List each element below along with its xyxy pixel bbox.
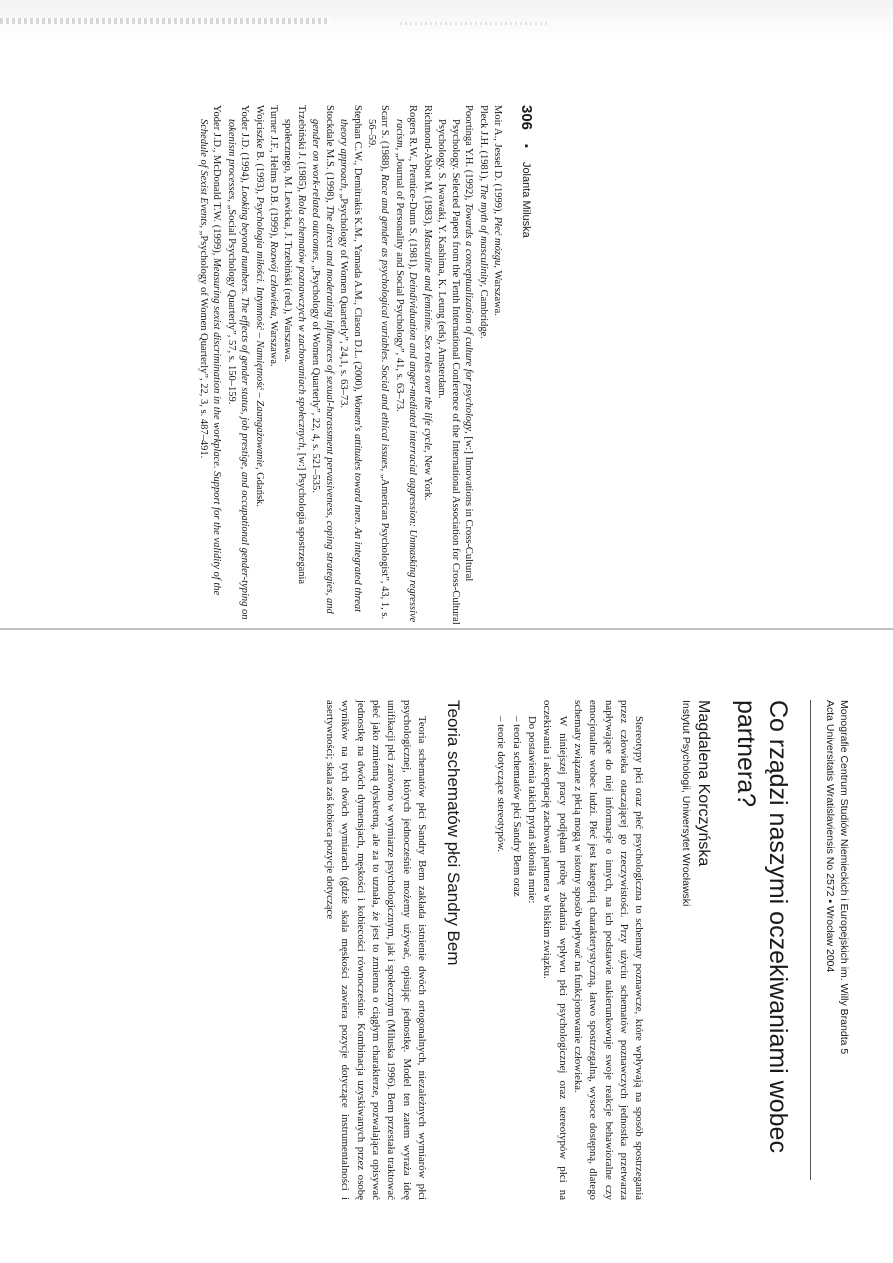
reference-authors: Turner J.F., Helms D.B. (1999),	[268, 105, 279, 242]
reference-authors: Moir A., Jessel D. (1999),	[492, 105, 503, 217]
reference-title: Rozwój człowieka	[268, 241, 279, 317]
reference-item	[365, 105, 392, 625]
reference-title: Looking beyond numbers. The effects of gender status, job prestige, and occupational gender-typing on tokenism processes	[225, 119, 251, 620]
reference-title: The direct and moderating influences of sexual-harassment pervasiveness, coping strategies, and gender on work-related outcomes	[310, 119, 335, 614]
reference-source: , New York.	[421, 449, 433, 501]
reference-title: Rola schematów poznawczych w zachowaniach społecznych	[295, 194, 307, 448]
list-item: – teoria schematów płci Sandry Bem oraz	[510, 716, 523, 897]
reference-source: , „Psychology of Women Quarterly”, 22, 4, s. 521–535.	[310, 260, 322, 493]
header-author: Jolanta Miluska	[520, 161, 533, 238]
reference-title: Psychologia miłości. Intymność – Namiętność – Zaangażowanie	[253, 196, 265, 467]
reference-title: Płeć mózgu	[492, 216, 503, 266]
reference-authors: Pleck J.H. (1981),	[477, 105, 489, 184]
reference-source: , „Psychology of Women Quarterly”, 24,1, s. 63–73.	[338, 188, 350, 409]
reference-source: , „Social Psychology Quarterly”, 57, s. 150–159.	[225, 199, 237, 405]
reference-item	[476, 105, 489, 625]
reference-authors: Yoder J.D. (1994),	[239, 105, 251, 186]
reference-authors: Trzebiński J. (1985),	[295, 105, 307, 195]
page-number: 306	[518, 105, 535, 131]
reference-item	[252, 105, 265, 625]
reference-title: The myth of masculinity	[477, 183, 489, 285]
paragraph: W niniejszej pracy podjęłam próbę zbadania wpływu płci psychologicznej oraz stereotypów płci na oczekiwania i akceptację zachowań partnera w bliskim związku.	[541, 700, 569, 1200]
running-header	[518, 105, 535, 625]
list-item: – teorie dotyczące stereotypów.	[495, 716, 508, 852]
scan-noise	[400, 22, 550, 25]
references-list	[196, 105, 504, 625]
reference-item	[435, 105, 475, 625]
reference-source: , „American Psychologist”, 43, 1, s. 56–59.	[366, 119, 391, 620]
reference-source: , Cambridge.	[477, 284, 489, 339]
series-line: Monografie Centrum Studiów Niemieckich i Europejskich im. Willy Brandta 5	[838, 700, 850, 1055]
reference-authors: Wojciszke B. (1993),	[253, 105, 265, 197]
reference-source: , [w:] Psychologia spostrzegania społecznego, M. Lewicka, J. Trzebiński (red.), Warszawa.	[282, 119, 307, 585]
paragraph: Do postawienia takich pytań skłoniła mnie:	[525, 716, 538, 904]
reference-source: , „Journal of Personality and Social Psychology”, 41, s. 63–73.	[393, 147, 405, 412]
reference-authors: Stephan C.W., Demitrakis K.M., Yamada A.M., Clason D.L. (2000),	[351, 105, 363, 395]
reference-item	[196, 105, 223, 625]
paragraph: Stereotypy płci oraz płeć psychologiczna to schematy poznawcze, które wpływają na sposób spostrzegania przez człowieka otaczającej go rzeczywistości. Przy użyciu schematów poznawczych jednostka przetwarza napływające do niej informacje o innych, na ich podstawie nakierunkowuje swoje reakcje behawioralne czy emocjonalne wobec ludzi. Płeć jest kategorią charakterystyczną, łatwo spostrzegalną, wysoce dostępną, dlatego schematy związane z płcią mogą w istotny sposób wpływać na funkcjonowanie człowieka.	[571, 700, 646, 1200]
reference-authors: Stockdale M.S. (1998),	[323, 105, 335, 206]
reference-authors: Poortinga Y.H. (1992),	[463, 105, 475, 203]
series-line: Acta Universitatis Wratislaviensis No 2572 ▪ Wrocław 2004	[824, 700, 837, 973]
article-author: Magdalena Korczyńska	[695, 700, 713, 867]
reference-item	[491, 105, 504, 625]
scan-noise	[0, 18, 330, 24]
reference-source: , „Psychology of Women Quarterly”, 22, 3, s. 487–491.	[197, 225, 209, 459]
reference-title: Measuring sexist discrimination in the workplace. Support for the validity of the Schedule of Sexist Events	[197, 119, 223, 596]
reference-authors: Yoder J.D., McDonald T.W. (1999),	[211, 105, 223, 259]
page-divider	[0, 628, 893, 630]
reference-authors: Richmond-Abbot M. (1983),	[421, 105, 433, 229]
header-bullet: ▪	[520, 144, 533, 148]
reference-title: Masculine and feminine. Sex roles over the life cycle	[421, 228, 433, 450]
reference-title: Women's attitudes toward men. An integrated threat theory approach	[338, 119, 363, 613]
reference-source: , Warszawa.	[492, 265, 503, 316]
reference-item	[337, 105, 364, 625]
reference-source: , Warszawa.	[268, 316, 279, 367]
reference-item	[281, 105, 308, 625]
bullet-list	[493, 700, 524, 1200]
reference-title: Towards a conceptualization of culture for psychology	[463, 203, 475, 432]
reference-source: , Gdańsk.	[253, 466, 265, 507]
left-page	[115, 105, 535, 625]
reference-item	[393, 105, 420, 625]
paragraph: Teoria schematów płci Sandry Bem zakłada istnienie dwóch ortogonalnych, niezależnych wymiarów płci psychologicznej, których jednocześnie możemy używać, opisując jednostkę. Model ten zatem wyraża ideę unifikacji płci zarówno w wymiarze psychologicznym, jak i społecznym (Miluska 1996). Bem przestała traktować płeć jako zmienną dyskretną, ale za to uznała, że jest to zmienna o ciągłym charakterze, pozwalająca opisywać jednostkę na dwóch dymensjach, męskości i kobiecości równocześnie. Kombinacja uzyskiwanych przez osobę wyników na tych dwóch wymiarach (gdzie skala męskości zawiera pozycje dotyczące instrumentalności i asertywności; skala zaś kobieca pozycje dotyczące	[323, 700, 428, 1200]
section-heading: Teoria schematów płci Sandry Bem	[443, 700, 463, 966]
reference-title: Race and gender as psychological variables. Social and ethical issues	[379, 174, 391, 469]
reference-item	[267, 105, 280, 625]
reference-authors: Scarr S. (1988),	[379, 105, 391, 175]
author-affiliation: Instytut Psychologii, Uniwersytet Wrocławski	[680, 700, 693, 907]
reference-item	[224, 105, 251, 625]
article-title: Co rządzi naszymi oczekiwaniami wobec partnera?	[732, 700, 792, 1153]
reference-item	[309, 105, 336, 625]
reference-source: , [w:] Innovations in Cross-Cultural Psychology. Selected Papers from the Tenth International Conference of the International Association for Cross-Cultural Psychology. S. Iwawaki, Y. Kashima, K. Leung (eds), Amsterdam.	[436, 119, 475, 625]
reference-authors: Rogers R.W., Prentice-Dunn S. (1981),	[407, 105, 419, 273]
series-info	[823, 700, 850, 1200]
right-page	[60, 700, 850, 1200]
reference-item	[420, 105, 433, 625]
reference-title: Deindividuation and anger-mediated interracial aggression: Unmasking regressive racism	[393, 119, 419, 623]
